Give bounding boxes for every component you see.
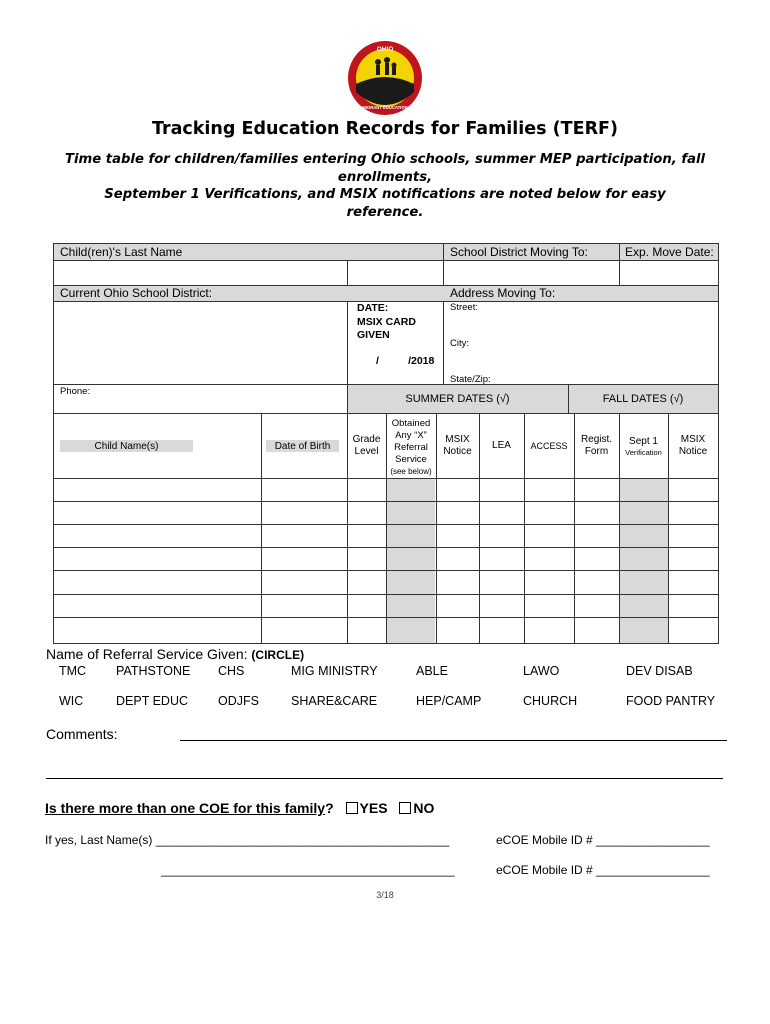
referral-option[interactable]: PATHSTONE: [116, 664, 191, 678]
referral-option[interactable]: DEPT EDUC: [116, 694, 189, 708]
referral-option[interactable]: SHARE&CARE: [291, 694, 378, 708]
comments-label: Comments:: [46, 726, 118, 742]
comments-line-2[interactable]: [46, 778, 723, 779]
msix-card-given: DATE: MSIX CARD GIVEN: [357, 302, 416, 341]
comments-line-1[interactable]: [180, 740, 727, 741]
sept1-verification-header: Sept 1 Verification: [625, 436, 662, 457]
referral-option[interactable]: TMC: [59, 664, 87, 678]
current-district-label: Current Ohio School District:: [60, 286, 213, 300]
statezip-label: State/Zip:: [450, 374, 491, 385]
msix-fall-header: MSIX Notice: [678, 434, 708, 457]
street-label: Street:: [450, 302, 478, 313]
referral-option[interactable]: LAWO: [523, 664, 560, 678]
referral-option[interactable]: CHURCH: [523, 694, 578, 708]
city-label: City:: [450, 338, 469, 349]
referral-option[interactable]: MIG MINISTRY: [291, 664, 378, 678]
svg-text:MIGRANT EDUCATION: MIGRANT EDUCATION: [362, 105, 408, 110]
ifyes-last-names-line2: ____________________________________________: [161, 863, 455, 877]
grade-header: Grade Level: [352, 434, 381, 457]
regist-form-header: Regist. Form: [580, 434, 613, 457]
ecoe-mobile-id-1: eCOE Mobile ID # _________________: [496, 833, 710, 847]
referral-option[interactable]: ODJFS: [218, 694, 259, 708]
move-date-label: Exp. Move Date:: [625, 245, 714, 259]
ohio-migrant-education-logo: [347, 40, 423, 116]
referral-option[interactable]: WIC: [59, 694, 84, 708]
district-moving-label: School District Moving To:: [450, 245, 588, 259]
child-names-header: Child Name(s): [94, 441, 159, 452]
access-header: ACCESS: [530, 441, 568, 451]
document-title: Tracking Education Records for Families (TERF): [151, 119, 619, 139]
referral-option[interactable]: HEP/CAMP: [416, 694, 482, 708]
page-footer: 3/18: [376, 890, 394, 900]
document-subtitle: Time table for children/families entering Ohio schools, summer MEP participation, fall enrollments, September 1 Verifications, and MSIX notifications are noted below for easy reference.: [64, 152, 706, 220]
referral-option[interactable]: DEV DISAB: [626, 664, 693, 678]
summer-dates-header: SUMMER DATES (√): [405, 393, 510, 405]
phone-label: Phone:: [60, 386, 91, 397]
coe-question: Is there more than one COE for this family? YES NO: [45, 800, 435, 816]
lea-header: LEA: [492, 440, 511, 451]
address-moving-label: Address Moving To:: [450, 286, 556, 300]
referral-option[interactable]: FOOD PANTRY: [626, 694, 716, 708]
referral-heading: Name of Referral Service Given: (CIRCLE): [46, 646, 305, 662]
no-checkbox[interactable]: [399, 802, 411, 814]
referral-option[interactable]: CHS: [218, 664, 245, 678]
referral-option[interactable]: ABLE: [416, 664, 448, 678]
msix-summer-header: MSIX Notice: [443, 434, 472, 457]
dob-header: Date of Birth: [274, 441, 331, 452]
msix-card-date: / /2018: [376, 355, 435, 367]
ecoe-mobile-id-2: eCOE Mobile ID # _________________: [496, 863, 710, 877]
last-name-label: Child(ren)'s Last Name: [60, 245, 183, 259]
ifyes-last-names: If yes, Last Name(s) ____________________________________________: [45, 833, 450, 847]
obtained-referral-header: Obtained Any “X” Referral Service (see below): [390, 418, 432, 476]
svg-text:OHIO: OHIO: [376, 46, 394, 53]
fall-dates-header: FALL DATES (√): [602, 393, 684, 405]
yes-checkbox[interactable]: [346, 802, 358, 814]
